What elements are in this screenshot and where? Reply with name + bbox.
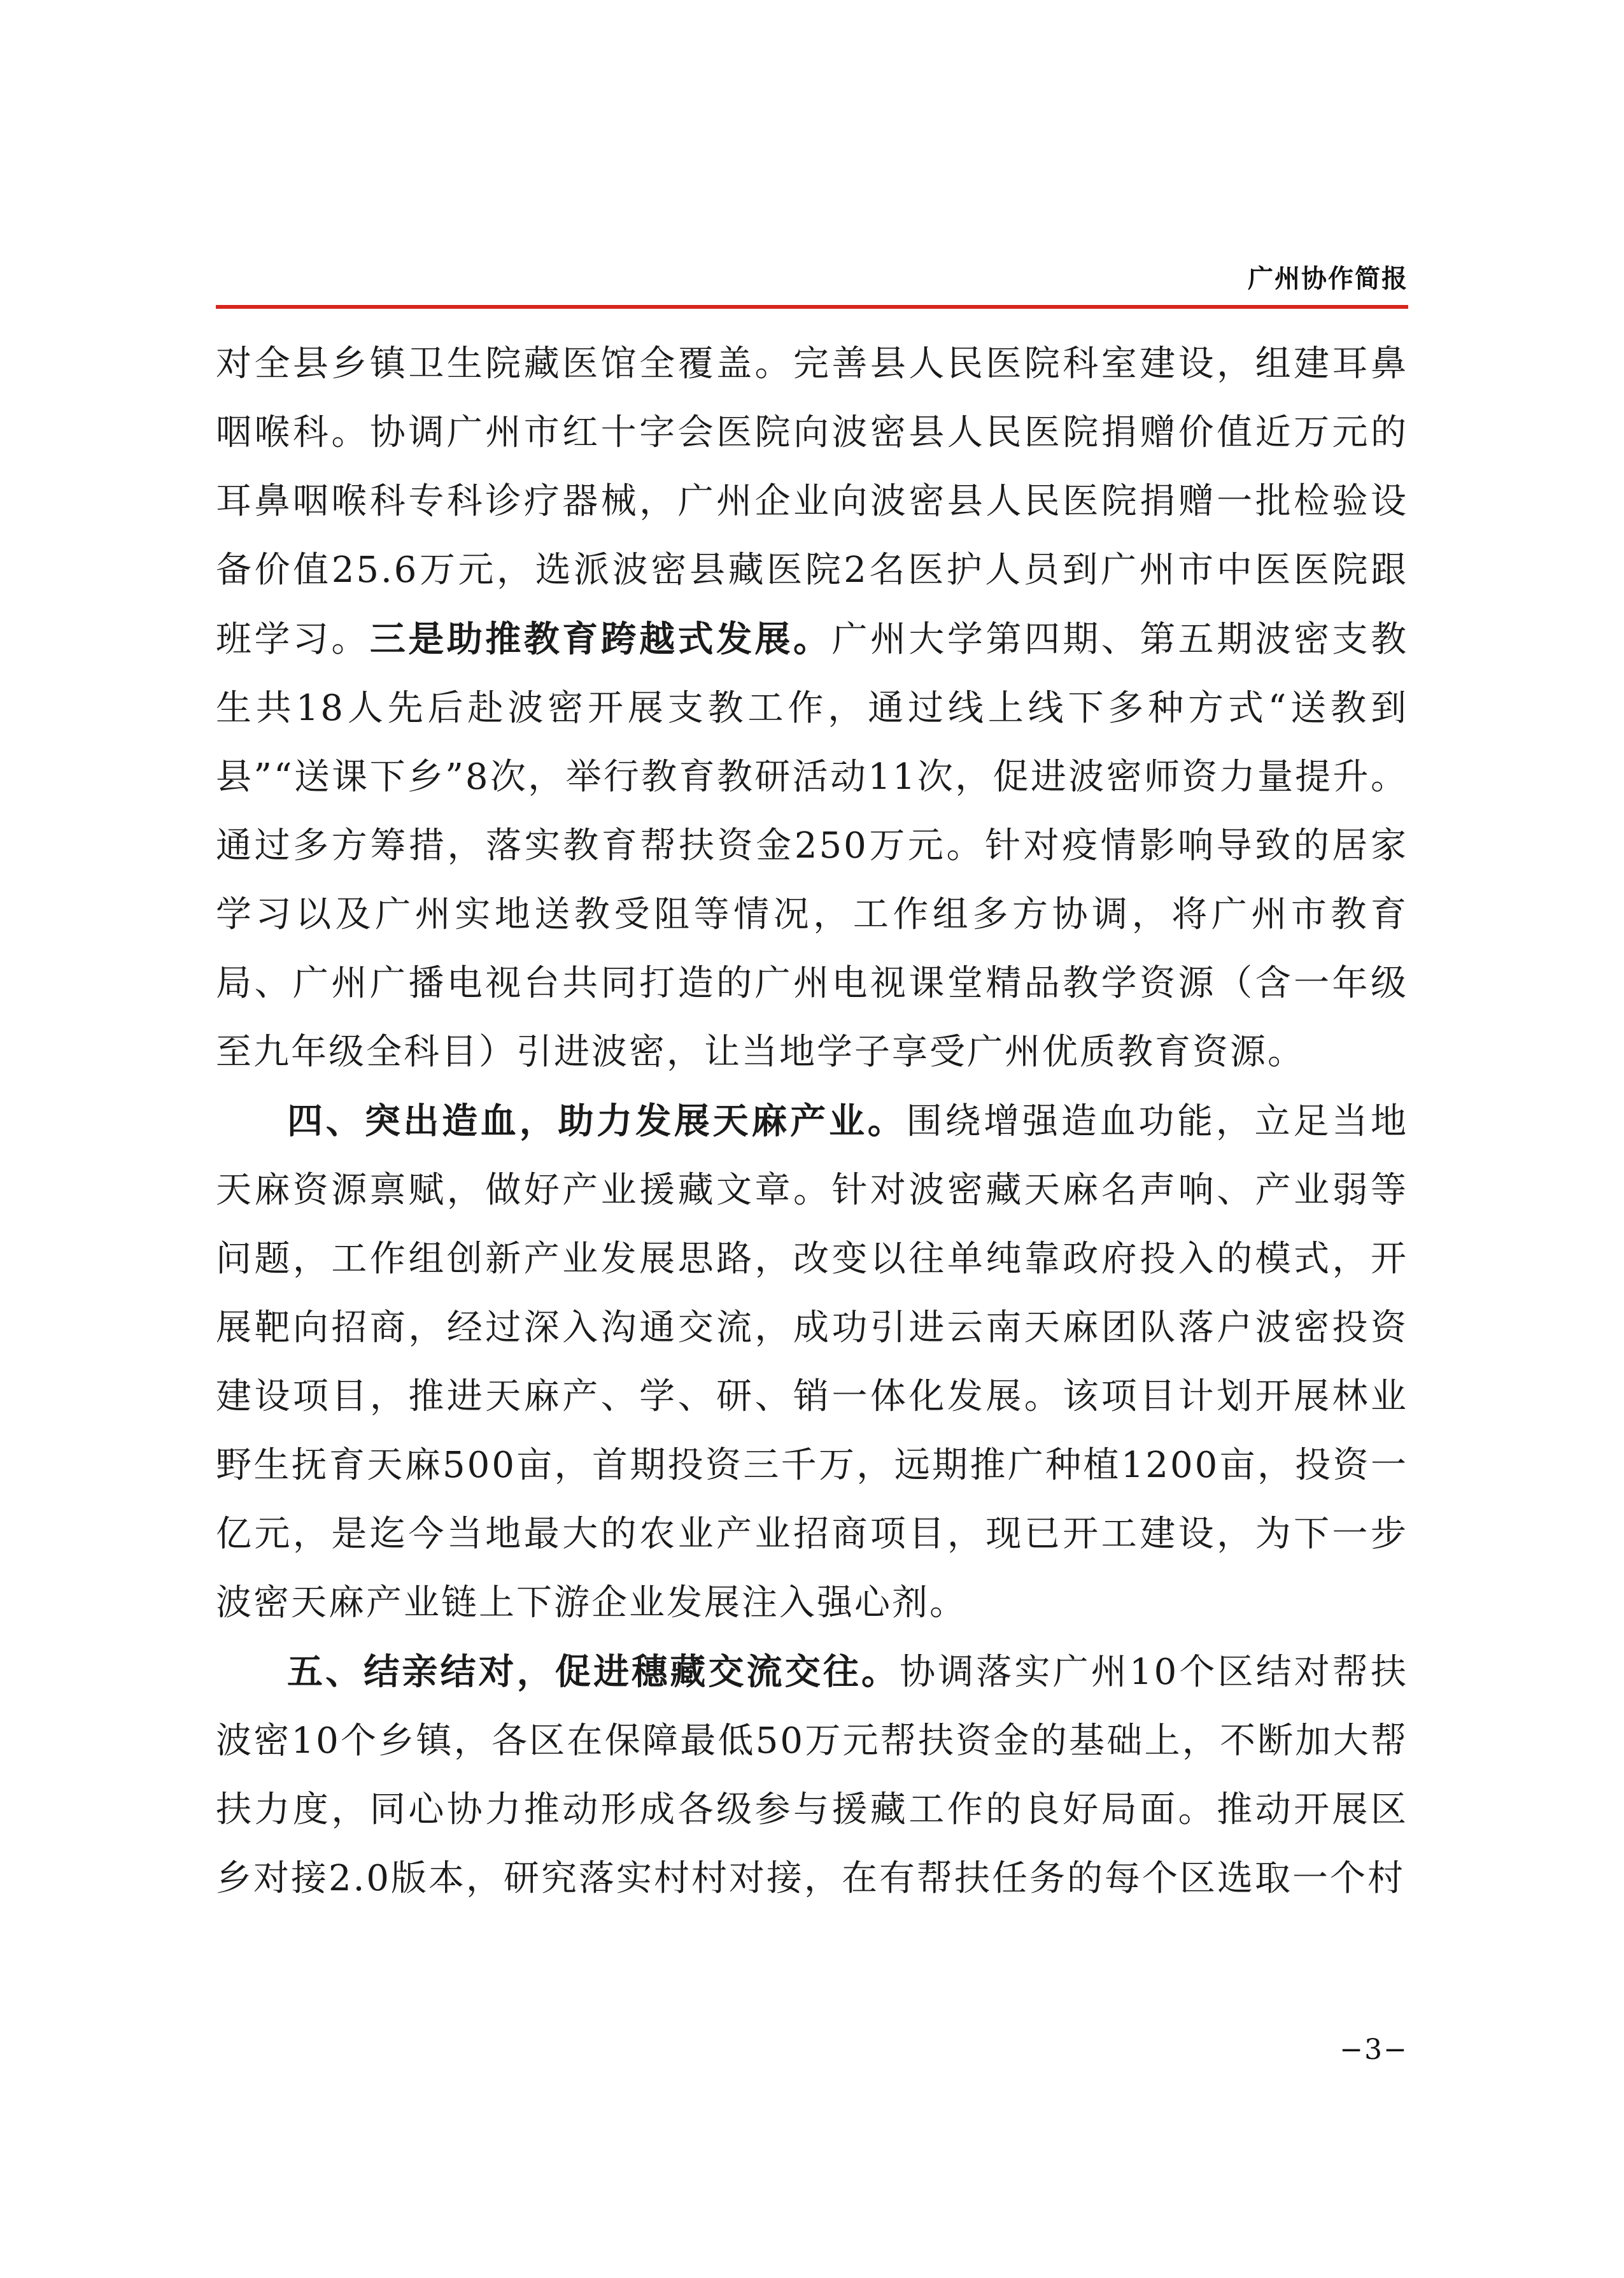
page-number: −3−	[1339, 2034, 1408, 2066]
section-heading-industry: 四、突出造血，助力发展天麻产业。	[287, 1100, 907, 1142]
paragraph-3	[216, 1638, 1408, 1913]
header-divider	[216, 305, 1408, 309]
paragraph-1	[216, 330, 1408, 1087]
section-heading-exchange: 五、结亲结对，促进穗藏交流交往。	[287, 1651, 900, 1693]
paragraph-text: 围绕增强造血功能，立足当地天麻资源禀赋，做好产业援藏文章。针对波密藏天麻名声响、产业弱等问题，工作组创新产业发展思路，改变以往单纯靠政府投入的模式，开展靶向招商，经过深入沟通交流，成功引进云南天麻团队落户波密投资建设项目，推进天麻产、学、研、销一体化发展。该项目计划开展林业野生抚育天麻500亩，首期投资三千万，远期推广种植1200亩，投资一亿元，是迄今当地最大的农业产业招商项目，现已开工建设，为下一步波密天麻产业链上下游企业发展注入强心剂。	[216, 1101, 1409, 1624]
paragraph-text: 对全县乡镇卫生院藏医馆全覆盖。完善县人民医院科室建设，组建耳鼻咽喉科。协调广州市红十字会医院向波密县人民医院捐赠价值近万元的耳鼻咽喉科专科诊疗器械，广州企业向波密县人民医院捐赠一批检验设备价值25.6万元，选派波密县藏医院2名医护人员到广州市中医医院跟班学习。	[216, 343, 1408, 660]
document-body	[216, 330, 1408, 1913]
section-heading-education: 三是助推教育跨越式发展。	[369, 618, 832, 660]
paragraph-text: 协调落实广州10个区结对帮扶波密10个乡镇，各区在保障最低50万元帮扶资金的基础上，不断加大帮扶力度，同心协力推动形成各级参与援藏工作的良好局面。推动开展区乡对接2.0版本，研究落实村村对接，在有帮扶任务的每个区选取一个村	[216, 1652, 1408, 1899]
header-title: 广州协作简报	[1248, 264, 1408, 294]
paragraph-text: 广州大学第四期、第五期波密支教生共18人先后赴波密开展支教工作，通过线上线下多种方式“送教到县”“送课下乡”8次，举行教育教研活动11次，促进波密师资力量提升。通过多方筹措，落实教育帮扶资金250万元。针对疫情影响导致的居家学习以及广州实地送教受阻等情况，工作组多方协调，将广州市教育局、广州广播电视台共同打造的广州电视课堂精品教学资源（含一年级至九年级全科目）引进波密，让当地学子享受广州优质教育资源。	[216, 619, 1409, 1073]
paragraph-2	[216, 1087, 1408, 1638]
